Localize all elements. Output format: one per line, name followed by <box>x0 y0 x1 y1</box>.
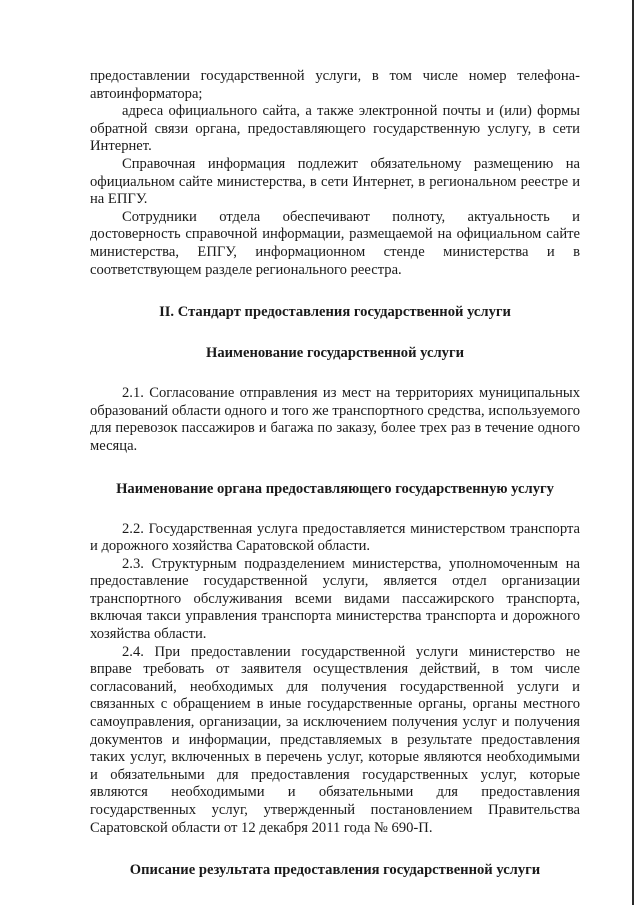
document-body <box>90 68 580 879</box>
paragraph-2-2: 2.2. Государственная услуга предоставляется министерством транспорта и дорожного хозяйства Саратовской области. <box>90 520 580 555</box>
paragraph-staff-duties: Сотрудники отдела обеспечивают полноту, актуальность и достоверность справочной информации, размещаемой на официальном сайте министерства, ЕПГУ, информационном стенде министерства и в соответствующем разделе регионального реестра. <box>90 208 580 278</box>
heading-service-name: Наименование государственной услуги <box>206 345 464 362</box>
heading-authority: Наименование органа предоставляющего государственную услугу <box>116 480 554 497</box>
paragraph-2-1: 2.1. Согласование отправления из мест на территориях муниципальных образований области одного и того же транспортного средства, используемого для перевозок пассажиров и багажа по заказу, более трех раз в течение одного месяца. <box>90 385 580 454</box>
paragraph-website-address: адреса официального сайта, а также электронной почты и (или) формы обратной связи органа, предоставляющего государственную услугу, в сети Интернет. <box>90 103 580 155</box>
paragraph-2-3: 2.3. Структурным подразделением министерства, уполномоченным на предоставление государственной услуги, является отдел организации транспортного обслуживания всеми видами пассажирского транспорта, включая такси управления транспорта министерства транспорта и дорожного хозяйства области. <box>90 555 580 643</box>
paragraph-contact-phone: предоставлении государственной услуги, в том числе номер телефона-автоинформатора; <box>90 68 580 102</box>
page-edge-line <box>632 0 634 905</box>
paragraph-2-4: 2.4. При предоставлении государственной услуги министерство не вправе требовать от заявителя осуществления действий, в том числе согласований, необходимых для получения государственной услуги и связанных с обращением в иные государственные органы, органы местного самоуправления, организации, за исключением получения услуг и получения документов и информации, представляемых в результате предоставления таких услуг, включенных в перечень услуг, которые являются необходимыми и обязательными для предоставления государственных услуг, которые являются необходимыми и обязательными для предоставления государственных услуг, утвержденный постановлением Правительства Саратовской области от 12 декабря 2011 года № 690-П. <box>90 643 580 836</box>
section-title: II. Стандарт предоставления государственной услуги <box>159 304 511 321</box>
heading-result: Описание результата предоставления государственной услуги <box>129 862 541 879</box>
paragraph-reference-info: Справочная информация подлежит обязательному размещению на официальном сайте министерства, в сети Интернет, в региональном реестре и на ЕПГУ. <box>90 155 580 208</box>
